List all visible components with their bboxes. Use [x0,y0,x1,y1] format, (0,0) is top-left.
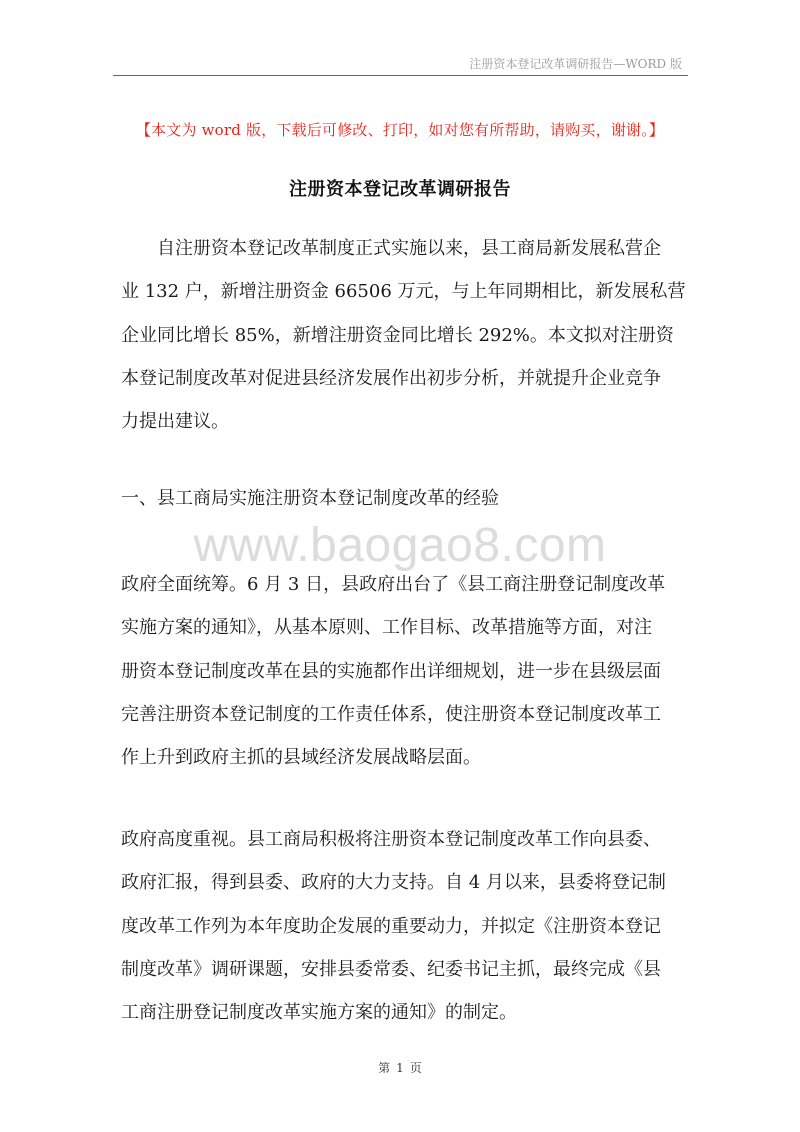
paragraph-line: 完善注册资本登记制度的工作责任体系，使注册资本登记制度改革工 [121,703,661,725]
paragraph-line: 企业同比增长 85%，新增注册资金同比增长 292%。本文拟对注册资 [121,324,674,346]
page-number: 1 [396,1061,404,1075]
paragraph-line: 自注册资本登记改革制度正式实施以来，县工商局新发展私营企 [121,238,661,259]
document-title: 注册资本登记改革调研报告 [289,179,511,200]
header-rule [113,75,688,76]
page-footer [0,1059,800,1076]
paragraph-line: 力提出建议。 [121,411,229,433]
paragraph-line: 册资本登记制度改革在县的实施都作出详细规划，进一步在县级层面 [121,660,661,682]
body-paragraph-government-coordination [121,563,681,779]
section-heading: 一、县工商局实施注册资本登记制度改革的经验 [121,488,499,509]
page-prefix: 第 [378,1061,391,1075]
paragraph-line: 制度改革》调研课题，安排县委常委、纪委书记主抓，最终完成《县 [121,958,661,980]
paragraph-line: 业 132 户，新增注册资金 66506 万元，与上年同期相比，新发展私营 [121,281,686,303]
paragraph-line: 工商注册登记制度改革实施方案的通知》的制定。 [121,1002,517,1024]
page-suffix: 页 [409,1061,422,1075]
intro-paragraph [121,227,686,443]
paragraph-line: 政府高度重视。县工商局积极将注册资本登记制度改革工作向县委、 [121,829,661,850]
paragraph-line: 本登记制度改革对促进县经济发展作出初步分析，并就提升企业竞争 [121,367,661,389]
watermark-text: www.baogao8.com [193,519,607,572]
body-paragraph-government-attention [121,818,681,1034]
paragraph-line: 度改革工作列为本年度助企发展的重要动力，并拟定《注册资本登记 [121,915,661,937]
paragraph-line: 实施方案的通知》，从基本原则、工作目标、改革措施等方面，对注 [121,617,652,639]
running-header-title: 注册资本登记改革调研报告—WORD 版 [469,57,682,71]
paragraph-line: 政府汇报，得到县委、政府的大力支持。自 4 月以来，县委将登记制 [121,872,666,894]
purchase-notice: 【本文为 word 版，下载后可修改、打印，如对您有所帮助，请购买，谢谢。】 [135,121,665,139]
paragraph-line: 作上升到政府主抓的县域经济发展战略层面。 [121,747,481,769]
paragraph-line: 政府全面统筹。6 月 3 日，县政府出台了《县工商注册登记制度改革 [121,574,666,595]
